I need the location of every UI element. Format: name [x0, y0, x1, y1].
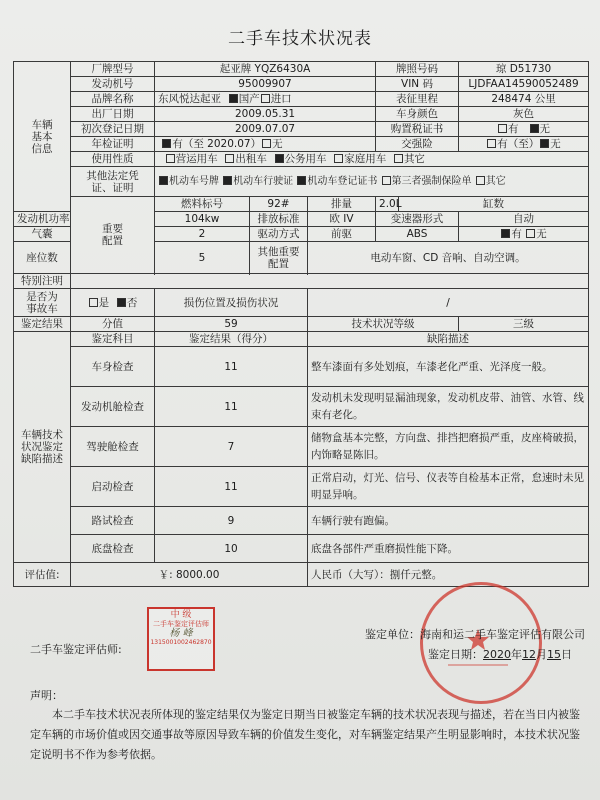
abs-no-checkbox [526, 229, 535, 238]
airbag-label: 气囊 [14, 227, 71, 242]
defect-row-score: 11 [155, 467, 308, 507]
appraiser-label: 二手车鉴定评估师: [30, 643, 122, 656]
gearbox-value: 自动 [459, 212, 589, 227]
tax-no-checkbox [530, 124, 539, 133]
result-label: 鉴定结果 [14, 317, 71, 332]
color-value: 灰色 [459, 107, 589, 122]
defect-row-item: 车身检查 [71, 347, 155, 387]
special-note-label: 特别注明 [14, 274, 71, 289]
emission-value: 欧 IV [308, 212, 376, 227]
appraisal-date: 鉴定日期：2020年12月15日 [428, 648, 572, 661]
score-value: 59 [155, 317, 308, 332]
other-config-label: 其他重要 配置 [250, 242, 308, 274]
score-label: 分值 [71, 317, 155, 332]
valuation-caps: 人民币（大写）：捌仟元整。 [308, 563, 589, 587]
accident-options: 是 否 [71, 289, 155, 317]
brand-model-value: 起亚牌 YQZ6430A [155, 62, 376, 77]
grade-value: 三级 [459, 317, 589, 332]
defect-row-score: 11 [155, 387, 308, 427]
domestic-checkbox [229, 94, 238, 103]
factory-date-label: 出厂日期 [71, 107, 155, 122]
accident-label: 是否为 事故车 [14, 289, 71, 317]
plate-value: 琼 D51730 [459, 62, 589, 77]
page-title: 二手车技术状况表 [228, 29, 372, 49]
color-label: 车身颜色 [376, 107, 459, 122]
displacement-label: 排量 [308, 197, 376, 212]
power-value: 104kw [155, 212, 250, 227]
insurance-value: 有（至） 无 [459, 137, 589, 152]
use-options: 营运用车 出租车 公务用车 家庭用车 其它 [155, 152, 589, 167]
docs-options: 机动车号牌 机动车行驶证 机动车登记证书 第三者强制保险单 其它 [155, 167, 589, 197]
defect-row-desc: 正常启动，灯光、信号、仪表等自检基本正常，怠速时未见明显异响。 [308, 467, 589, 507]
defect-row-desc: 发动机未发现明显漏油现象，发动机皮带、油管、水管、线束有老化。 [308, 387, 589, 427]
mileage-label: 表征里程 [376, 92, 459, 107]
defect-row-item: 启动检查 [71, 467, 155, 507]
defect-row-desc: 车辆行驶有跑偏。 [308, 507, 589, 535]
engine-no-value: 95009907 [155, 77, 376, 92]
plate-label: 牌照号码 [376, 62, 459, 77]
defect-row-item: 底盘检查 [71, 535, 155, 563]
accident-no-checkbox [117, 298, 126, 307]
vin-value: LJDFAA14590052489 [459, 77, 589, 92]
abs-yes-checkbox [501, 229, 510, 238]
col-result-header: 鉴定结果（得分） [155, 332, 308, 347]
declaration-title: 声明： [30, 689, 63, 702]
defect-row-item: 驾驶舱检查 [71, 427, 155, 467]
valuation-value: ￥: 8000.00 [71, 563, 308, 587]
col-item-header: 鉴定科目 [71, 332, 155, 347]
appraiser-stamp: 中 级 二手车鉴定评估师 杨 峰 1315001002462870 [147, 607, 215, 671]
basic-info-section-label: 车辆 基本 信息 [14, 62, 71, 212]
company-seal [420, 582, 542, 704]
vin-label: VIN 码 [376, 77, 459, 92]
grade-label: 技术状况等级 [308, 317, 459, 332]
defect-section-label: 车辆技术 状况鉴定 缺陷描述 [14, 332, 71, 563]
tax-label: 购置税证书 [376, 122, 459, 137]
first-reg-label: 初次登记日期 [71, 122, 155, 137]
declaration-text: 本二手车技术状况表所体现的鉴定结果仅为鉴定日期当日被鉴定车辆的技术状况表现与描述，若在当日内被鉴定车辆的市场价值或因交通事故等原因导致车辆的价值发生变化，对车辆鉴定结果产生明显影响时，本技术状况鉴定说明书不作为参考依据。 [30, 708, 580, 761]
other-docs-label: 其他法定凭 证、证明 [71, 167, 155, 197]
damage-label: 损伤位置及损伤状况 [155, 289, 308, 317]
insurance-yes-checkbox [487, 139, 496, 148]
abs-label: ABS [376, 227, 459, 242]
defect-row-desc: 底盘各部件严重磨损性能下降。 [308, 535, 589, 563]
drive-value: 前驱 [308, 227, 376, 242]
insurance-no-checkbox [540, 139, 549, 148]
accident-yes-checkbox [89, 298, 98, 307]
abs-value: 有 无 [459, 227, 589, 242]
tax-value: 有 无 [459, 122, 589, 137]
config-section-label: 重要 配置 [71, 197, 155, 274]
valuation-label: 评估值: [14, 563, 71, 587]
defect-row-score: 9 [155, 507, 308, 535]
defect-row-score: 10 [155, 535, 308, 563]
factory-date-value: 2009.05.31 [155, 107, 376, 122]
inspection-value: 有（至 2020.07） 无 [155, 137, 376, 152]
col-desc-header: 缺陷描述 [308, 332, 589, 347]
damage-value: / [308, 289, 589, 317]
inspection-no-checkbox [262, 139, 271, 148]
defect-row-desc: 整车漆面有多处划痕，车漆老化严重、光泽度一般。 [308, 347, 589, 387]
engine-no-label: 发动机号 [71, 77, 155, 92]
emission-label: 排放标准 [250, 212, 308, 227]
appraisal-unit: 鉴定单位：海南和运二手车鉴定评估有限公司 [365, 628, 585, 641]
mileage-value: 248474 公里 [459, 92, 589, 107]
use-label: 使用性质 [71, 152, 155, 167]
other-config-value: 电动车窗、CD 音响、自动空调。 [308, 242, 589, 274]
drive-label: 驱动方式 [250, 227, 308, 242]
cylinders-label: 缸数 [399, 197, 589, 212]
brand-model-label: 厂牌型号 [71, 62, 155, 77]
power-label: 发动机功率 [14, 212, 71, 227]
defect-row-item: 发动机舱检查 [71, 387, 155, 427]
special-note-value [71, 274, 589, 289]
seats-label: 座位数 [14, 242, 71, 274]
brand-name-value: 东风悦达起亚 国产 进口 [155, 92, 376, 107]
insurance-label: 交强险 [376, 137, 459, 152]
defect-row-desc: 储物盒基本完整，方向盘、排挡把磨损严重，皮座椅破损，内饰略显陈旧。 [308, 427, 589, 467]
fuel-label: 燃料标号 [155, 197, 250, 212]
displacement-value: 2.0L [376, 197, 399, 212]
defect-row-score: 11 [155, 347, 308, 387]
airbag-value: 2 [155, 227, 250, 242]
fuel-value: 92# [250, 197, 308, 212]
import-checkbox [261, 94, 270, 103]
seats-value: 5 [155, 242, 250, 274]
brand-name-label: 品牌名称 [71, 92, 155, 107]
defect-row-item: 路试检查 [71, 507, 155, 535]
gearbox-label: 变速器形式 [376, 212, 459, 227]
defect-row-score: 7 [155, 427, 308, 467]
first-reg-value: 2009.07.07 [155, 122, 376, 137]
inspection-yes-checkbox [162, 139, 171, 148]
tax-yes-checkbox [498, 124, 507, 133]
inspection-label: 年检证明 [71, 137, 155, 152]
vehicle-condition-table [13, 61, 589, 587]
